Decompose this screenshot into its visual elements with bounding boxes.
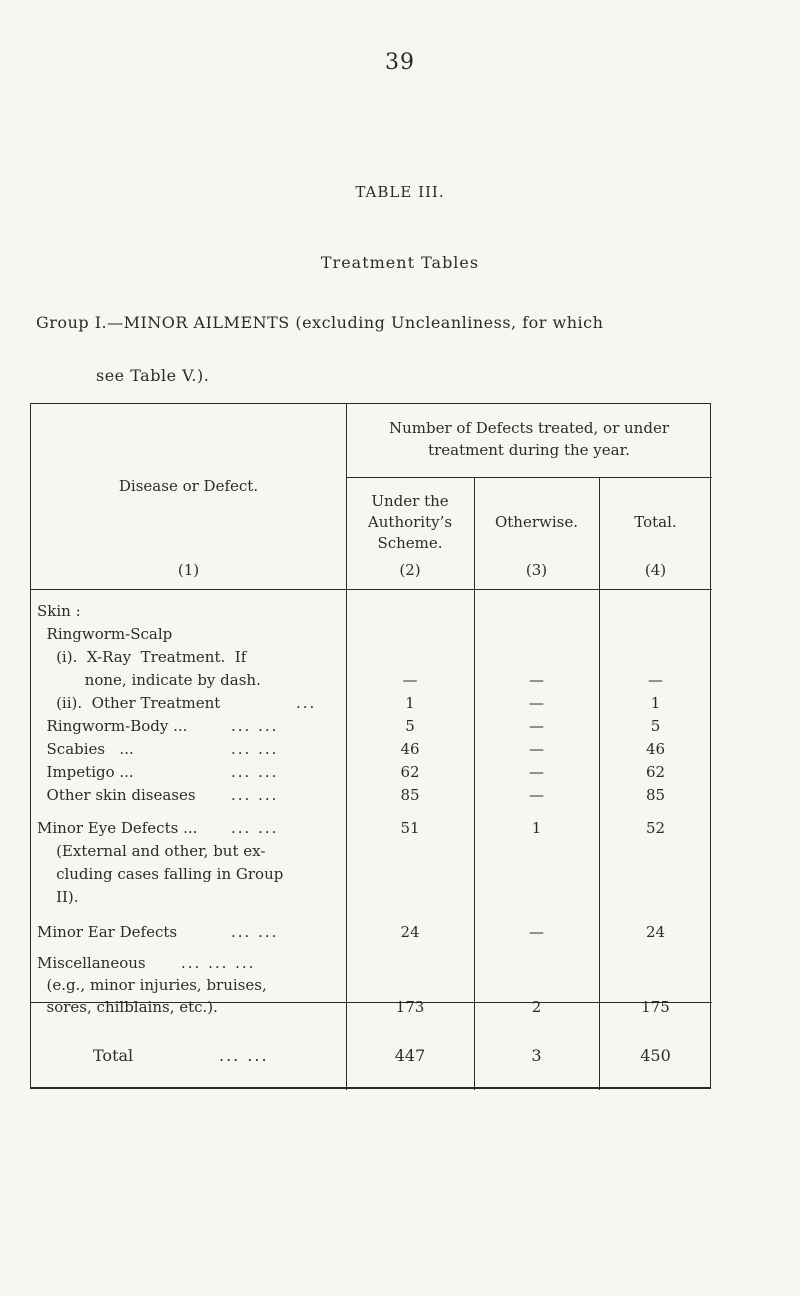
cell-total: 85 [645, 786, 666, 804]
row-label: sores, chilblains, etc.). [37, 998, 218, 1016]
table-row [31, 921, 712, 943]
total-label: Total [93, 1046, 134, 1065]
row-label: (External and other, but ex- [37, 842, 266, 860]
cell-authority: 1 [405, 694, 415, 712]
row-label: II). [37, 888, 79, 906]
row-label: Other skin diseases [37, 786, 196, 804]
table-row [31, 669, 712, 691]
table-row [31, 974, 712, 996]
cell-otherwise: — [529, 694, 544, 712]
cell-total: — [648, 671, 663, 689]
table-row [31, 886, 712, 908]
cell-otherwise: — [529, 786, 544, 804]
table-row [31, 761, 712, 783]
header-col1-num: (1) [177, 561, 200, 579]
cell-otherwise: — [529, 717, 544, 735]
cell-otherwise: 1 [531, 819, 542, 837]
group-title-line2: see Table V.). [96, 366, 210, 385]
cell-authority: 24 [400, 923, 420, 941]
cell-total: 175 [641, 998, 670, 1016]
page-number: 39 [385, 50, 415, 75]
header-span-line1: Number of Defects treated, or under [388, 419, 669, 437]
cell-otherwise: — [529, 671, 544, 689]
table-heading: TABLE III. [355, 183, 445, 201]
cell-authority: 62 [400, 763, 420, 781]
row-label: (e.g., minor injuries, bruises, [37, 976, 267, 994]
table-row [31, 863, 712, 885]
header-disease: Disease or Defect. [118, 477, 259, 495]
cell-otherwise: — [529, 923, 544, 941]
cell-authority: — [402, 671, 418, 689]
header-col4: Total. [634, 513, 677, 531]
row-leader-dots: ... ... [231, 819, 279, 837]
cell-total: 62 [645, 763, 666, 781]
cell-authority: 173 [395, 998, 425, 1016]
header-col2-line2: Authority’s [367, 513, 453, 531]
table-row [31, 646, 712, 668]
row-label: Scabies ... [37, 740, 134, 758]
cell-authority: 85 [400, 786, 420, 804]
cell-otherwise: 2 [531, 998, 542, 1016]
header-col3-num: (3) [525, 561, 548, 579]
row-label: Ringworm-Scalp [37, 625, 173, 643]
cell-authority: 5 [405, 717, 415, 735]
header-col2-num: (2) [399, 561, 421, 579]
table-row [31, 817, 712, 839]
row-label: Ringworm-Body ... [37, 717, 188, 735]
group-title-line1: Group I.—MINOR AILMENTS (excluding Uncleanliness, for which [36, 313, 604, 332]
total-total: 450 [640, 1046, 671, 1065]
table-row [31, 840, 712, 862]
cell-total: 52 [645, 819, 666, 837]
cell-total: 46 [645, 740, 666, 758]
header-col2-line3: Scheme. [377, 534, 443, 552]
row-label: cluding cases falling in Group [37, 865, 284, 883]
row-label: (i). X-Ray Treatment. If [37, 648, 247, 666]
total-authority: 447 [394, 1046, 426, 1065]
row-label: Minor Ear Defects [37, 923, 178, 941]
cell-total: 5 [650, 717, 661, 735]
cell-authority: 46 [400, 740, 420, 758]
cell-otherwise: — [529, 763, 544, 781]
table-row [31, 996, 712, 1018]
header-span-line2: treatment during the year. [428, 441, 630, 459]
table-row [31, 952, 712, 974]
header-col2-line1: Under the [371, 492, 449, 510]
row-leader-dots: ... ... [231, 786, 279, 804]
header-bottom-divider [31, 589, 712, 590]
row-leader-dots: ... ... ... [181, 954, 256, 972]
table-row [31, 623, 712, 645]
total-row [31, 1045, 712, 1067]
total-leader-dots: ... ... [219, 1046, 269, 1065]
row-label: Miscellaneous [37, 954, 146, 972]
table-row [31, 784, 712, 806]
cell-otherwise: — [529, 740, 544, 758]
row-label: Skin : [37, 602, 81, 620]
table-row [31, 600, 712, 622]
table-row [31, 738, 712, 760]
row-label: Impetigo ... [37, 763, 134, 781]
table-row [31, 715, 712, 737]
row-label: none, indicate by dash. [37, 671, 261, 689]
row-label: Minor Eye Defects ... [37, 819, 198, 837]
header-col3: Otherwise. [494, 513, 578, 531]
table-subheading: Treatment Tables [320, 253, 480, 272]
header-col4-num: (4) [644, 561, 667, 579]
row-leader-dots: ... ... [231, 923, 279, 941]
cell-total: 24 [645, 923, 666, 941]
treatment-table [30, 403, 711, 1089]
row-leader-dots: ... ... [231, 717, 279, 735]
table-row [31, 692, 712, 714]
cell-authority: 51 [400, 819, 420, 837]
total-otherwise: 3 [531, 1046, 542, 1065]
row-leader-dots: ... [296, 694, 317, 712]
row-leader-dots: ... ... [231, 740, 279, 758]
cell-total: 1 [650, 694, 661, 712]
row-label: (ii). Other Treatment [37, 694, 221, 712]
row-leader-dots: ... ... [231, 763, 279, 781]
header-span-divider [346, 477, 712, 478]
